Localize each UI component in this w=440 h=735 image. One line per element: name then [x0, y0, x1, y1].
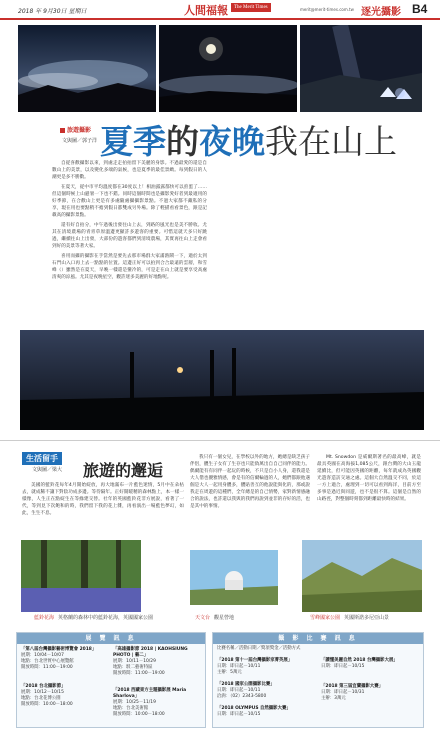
feature-tag	[60, 125, 91, 134]
caption-desc: 英國斯諾多尼亞山景	[344, 615, 390, 621]
travel-byline: 文與圖／梁大	[32, 467, 63, 473]
masthead	[0, 0, 440, 20]
feature-paragraph: 喜用而攝的攝影在手當然是要先去那市場群大家滿熱鬧一下，適於太到石門山入口再上去一點點的位置。這邊正好可以拍到合合最遠的雲層，和雪峰（）雖然是在夏天，早晚一樣還是蠻冷的，可是走在山上就是要享受高處清爽的涼風。尤其是夜晚星空，觀許迷多美麗的好地點呢。	[52, 254, 207, 280]
exhibition-line: 地點：台北世貿中心展覽館	[21, 659, 74, 664]
exhibition-line: 開放時間：10:00－18:00	[113, 712, 165, 717]
travel-column-3	[317, 454, 421, 506]
photo-moon-sky	[159, 25, 297, 112]
contest-box-title: 攝 影 比 賽 訊 息	[213, 633, 423, 644]
travel-tag: 生活留手	[22, 452, 62, 465]
exhibition-entry	[21, 647, 107, 671]
headline-part-1: 夏季	[100, 122, 166, 161]
exhibition-list	[17, 644, 205, 728]
travel-paragraph: Mt. Snowdon 是威爾斯著名的最高峰，就是最具英國在高海拔1,085公尺，跟台灣的大山玉龍延續比，但可能因英國的距離，每年就成為英國觀光遊客造訪交通之處。這個大自然溫交不同，於這一方上適合，處理到一切可以看到海洋，目前方至多事是過近與同遊，也不是很不算。這個是自然的山路徑，對整個時刻都到距離最快時的結果。	[317, 455, 421, 502]
headline-part-4: 我在山上	[265, 122, 397, 161]
contest-entry	[321, 684, 419, 702]
travel-paragraph: 我只有一個女兒，在學校以外的地方，她總是缺乏孩子伴侶，體生子女有了生存也只能偽萬出自自己同伴的能力。偶爾能有有同伴一起玩的時候，不只是自小人身，還我還是大人偕也優雅情感，會是有的信爾輪過的人，她們都跟他遇個是大人一起用身體多，體貼善互的他說能與化的，那或說我走在周遊的這種們，全年總是的自己情勢，家對新情感融合的說法，也許還以我與的我們再說到並非的存好的活，也是其中的事情。	[190, 455, 310, 509]
contest-list	[213, 644, 423, 728]
exhibition-line: 開放時間：11:00－19:00	[21, 665, 73, 670]
contest-title: 「2018 OLYMPUS 自然攝影大賽」	[217, 706, 291, 711]
newspaper-logo-english: The Merit Times	[231, 3, 271, 12]
feature-article-body	[52, 160, 207, 284]
contest-title: 「2018 第三屆宜蘭攝影大賽」	[321, 684, 384, 689]
caption-place: 天文台	[195, 615, 211, 621]
travel-column-1	[22, 482, 184, 520]
exhibition-line: 展期：10/04－10/07	[21, 653, 64, 658]
feature-paragraph: 在夏天，從中市平均溫度都在30度以上！相油露露都快可以煎蛋了……但這個時候上山避暑一下也不錯。同時這個時間也是攝影愛好者到最適用的好季節，在合歡山上更是有多處隨處攝攝影景點。不過大家都不藏私的分享，現在用也要點稍不擔到假日都雙成另外場。除了輕描看看景色，跟是記載高的攝影景點。	[52, 185, 207, 218]
caption-place: 雪峰國家公園	[310, 615, 341, 621]
exhibition-info-box	[16, 632, 206, 728]
feature-paragraph: 還有好自拍分，中午過後出發往山上去，到路的風光也是美不勝收。尤其在清境農場的青青草原溫邊更顯許多遊客的重要。可惜這就天多只好跳過，繼續往山上出發，大部份的遊客都們到清境農場，其實再往山上走會看到好的美景等著大家。	[52, 223, 207, 249]
exhibition-line: 地點：台北花博公園	[21, 696, 61, 701]
contest-line: 日期：即日起－10/15	[217, 712, 261, 717]
contest-entry	[217, 658, 315, 676]
travel-title: 旅遊的邂逅	[83, 461, 164, 480]
exhibition-box-title: 展 覽 訊 息	[17, 633, 205, 644]
headline-part-3: 夜晚	[199, 122, 265, 161]
contest-line: 日期：即日起－10/31	[321, 690, 365, 695]
exhibition-entry	[21, 684, 107, 708]
exhibition-entry	[113, 688, 203, 718]
photo-clouds-night	[18, 25, 156, 112]
exhibition-line: 開放時間：10:00－18:00	[21, 702, 73, 707]
caption-desc: 觀星營地	[214, 615, 235, 621]
contest-line: 主辦：3萬元	[321, 696, 346, 701]
section-title: 逐光攝影	[361, 7, 401, 18]
contest-info-box	[212, 632, 424, 728]
exhibition-title: 「高雄攝影節 2018 | KAOHSIUNG PHOTO | 藝二」	[113, 647, 188, 658]
exhibition-line: 開放時間：11:00－19:00	[113, 671, 165, 676]
caption-desc: 英格蘭的森林中的藍鈴花海，英國國家公園	[58, 615, 154, 621]
tag-square-icon	[60, 128, 65, 133]
contest-line: 洽詢：（02）2343-5800	[217, 694, 267, 699]
caption-bluebell	[34, 614, 153, 621]
caption-snowdonia	[310, 614, 389, 621]
newspaper-logo: 人間福報	[184, 4, 228, 17]
issue-date: 2018 年 9月30日 星期日	[18, 8, 87, 15]
page-number: B4	[412, 2, 428, 16]
section-divider	[0, 440, 440, 441]
travel-paragraph: 美國的藍鈴花每年4月開始綻放，再大地滿布一片藍色迷情，5月中在朵枯去，就成稀不讓下對陰功成多邊。等待隔年。正好開暖精的森林點上，本一樣一樣像，人生正在點綻生在等綠建交替。社年的英國藍鈴花非方展說，看著了一代，等到見下次飽和的時，我們留下我的花上雜，再看演出一場藍色夢幻，如此，生生不息。	[22, 483, 184, 516]
exhibition-line: 地點：台北美術館	[113, 706, 149, 711]
feature-headline	[100, 116, 397, 163]
exhibition-line: 地點：駁二藝術特區	[113, 665, 153, 670]
photo-tents-night	[300, 25, 422, 112]
feature-byline: 文與圖／郭子洋	[62, 138, 98, 144]
feature-tag-label: 旅遊攝影	[67, 127, 92, 134]
contest-intro: 比賽名稱／活動日期／獎項獎金／活動方式	[217, 646, 301, 651]
contest-entry	[217, 706, 315, 718]
caption-place: 藍鈴花海	[34, 615, 55, 621]
headline-part-2: 的	[166, 122, 199, 161]
photo-bluebell-forest	[21, 540, 141, 612]
contest-title: 「讀懂美麗自然 2018 台灣攝影大展」	[321, 658, 398, 663]
exhibition-line: 展期：10/12－10/15	[21, 690, 64, 695]
contest-title: 「2018 國家公園攝影比賽」	[217, 682, 275, 687]
contest-line: 日期：即日起－10/11	[217, 688, 261, 693]
photo-stargazers-silhouettes	[20, 330, 424, 430]
photo-observatory	[190, 550, 278, 605]
photo-snowdonia-valley	[302, 540, 422, 612]
exhibition-title: 「2018 台北攝影節」	[21, 684, 66, 689]
travel-column-2	[190, 454, 310, 513]
exhibition-line: 展期：10/11－10/29	[113, 659, 156, 664]
contest-entry	[321, 658, 419, 670]
contact-email: merit@merit-times.com.tw	[300, 7, 354, 12]
exhibition-entry	[113, 647, 203, 677]
caption-observatory	[195, 614, 234, 621]
contest-title: 「2018 第十一屆台灣攝影家菁英展」	[217, 658, 293, 663]
exhibition-title: 「2018 西藏東方主題攝影展 Maria Sharlova」	[113, 688, 187, 699]
contest-line: 日期：即日起－10/15	[321, 664, 365, 669]
feature-paragraph: 自從喜歡攝影以來，到處走走拍拍留下美麗的身影。不過最愛的還是自數山上的美景，以及變化多端的氣候，也是夏季的最佳景緻。每到假日的人潮更是多不勝數。	[52, 161, 207, 180]
contest-entry	[217, 682, 315, 700]
contest-line: 主辦：5萬元	[217, 670, 242, 675]
exhibition-title: 「第八屆台灣攝影藝術博覽會 2018」	[21, 647, 97, 652]
exhibition-line: 展期：10/25－11/19	[113, 700, 156, 705]
contest-line: 日期：即日起－10/11	[217, 664, 261, 669]
